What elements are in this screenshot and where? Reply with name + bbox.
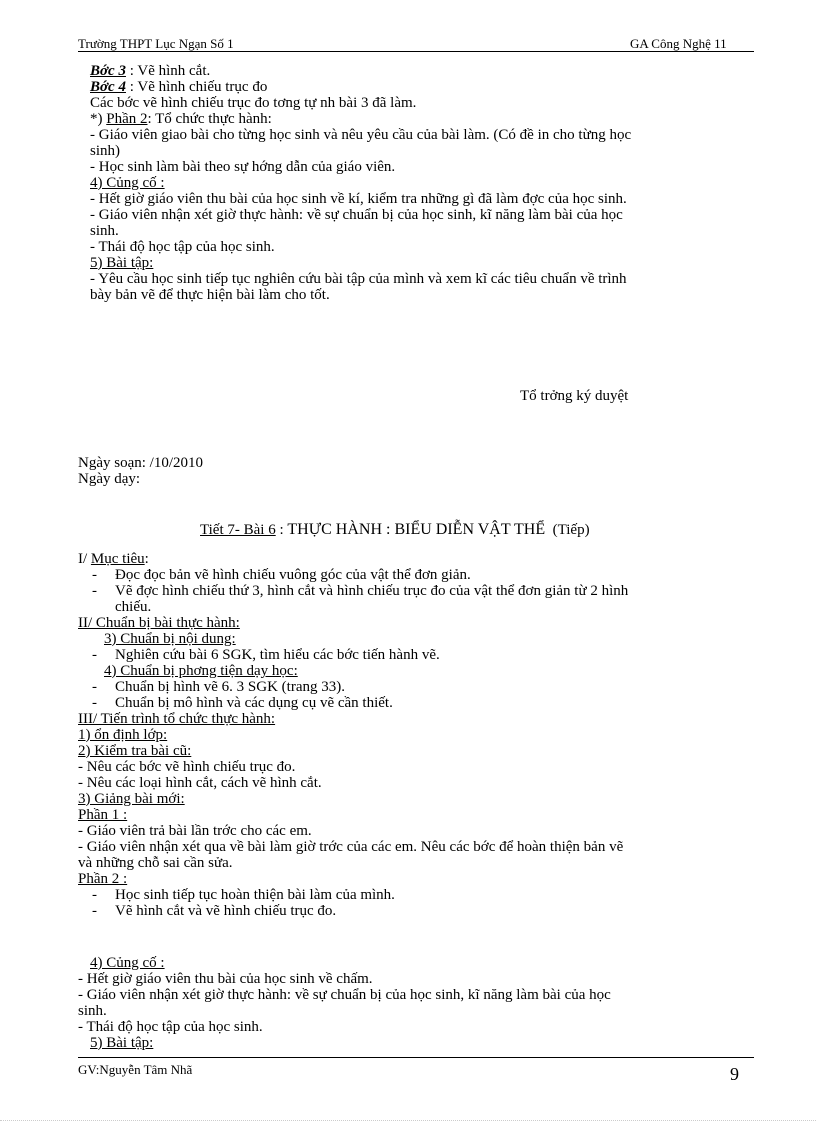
bullet-dash: - — [92, 903, 97, 919]
page-number: 9 — [730, 1064, 739, 1084]
date-prepared: Ngày soạn: /10/2010 — [78, 455, 203, 471]
bullet-dash: - — [92, 647, 97, 663]
section-1-label: Mục tiêu — [90, 551, 145, 567]
consolidation-heading: 4) Củng cố : — [90, 175, 165, 191]
bullet-dash: - — [92, 567, 97, 583]
text-line: Các bớc vẽ hình chiếu trục đo tơng tự nh bài 3 đã làm. — [90, 95, 417, 111]
list-item: Vẽ hình cắt và vẽ hình chiếu trục đo. — [115, 903, 337, 919]
text-line: và những chỗ sai cần sửa. — [78, 855, 233, 871]
bullet-dash: - — [92, 679, 97, 695]
step-4-label: Bớc 4 — [90, 79, 126, 95]
list-item: Học sinh tiếp tục hoàn thiện bài làm của mình. — [115, 887, 395, 903]
step-2-heading: 2) Kiểm tra bài cũ: — [78, 743, 192, 759]
lesson-number: Tiết 7- Bài 6 — [200, 522, 276, 538]
text-line: - Yêu cầu học sinh tiếp tục nghiên cứu bài tập của mình và xem kĩ các tiêu chuẩn về trình — [90, 271, 627, 287]
text-line: - Giáo viên nhận xét qua về bài làm giờ trớc của các em. Nêu các bớc để hoàn thiện bản vẽ — [78, 839, 624, 855]
list-item: Vẽ đợc hình chiếu thứ 3, hình cắt và hình chiếu trục đo của vật thể đơn giản từ 2 hình — [115, 583, 629, 599]
section-3-heading: III/ Tiến trình tổ chức thực hành: — [78, 711, 276, 727]
header-subject: GA Công Nghệ 11 — [630, 36, 727, 51]
part-2-text: : Tổ chức thực hành: — [147, 111, 272, 127]
part-1-heading: Phần 1 : — [78, 807, 128, 823]
list-item: Chuẩn bị mô hình và các dụng cụ vẽ cần thiết. — [115, 695, 393, 711]
homework-heading-2: 5) Bài tập: — [90, 1035, 154, 1051]
text-line: - Nêu các bớc vẽ hình chiếu trục đo. — [78, 759, 296, 775]
header-rule — [78, 51, 754, 52]
part-2-heading: Phần 2 : — [78, 871, 128, 887]
text-line: - Thái độ học tập của học sinh. — [78, 1019, 263, 1035]
step-1-heading: 1) ổn định lớp: — [78, 727, 168, 743]
text-line: sinh. — [78, 1003, 107, 1019]
bullet-dash: - — [92, 695, 97, 711]
step-3-label: Bớc 3 — [90, 63, 126, 79]
title-sep: : — [275, 522, 288, 538]
lesson-title — [200, 521, 590, 539]
list-item: Chuẩn bị hình vẽ 6. 3 SGK (trang 33). — [115, 679, 345, 695]
bullet-dash: - — [92, 887, 97, 903]
text-line: - Học sinh làm bài theo sự hớng dẫn của giáo viên. — [90, 159, 396, 175]
lesson-main-title: THỰC HÀNH : BIỂU DIỄN VẬT THỂ — [287, 521, 546, 538]
approval-text: Tổ trởng ký duyệt — [520, 388, 629, 404]
page-bottom-dots — [0, 1120, 816, 1121]
list-item: Đọc đọc bản vẽ hình chiếu vuông góc của vật thể đơn giản. — [115, 567, 471, 583]
step-4-line — [90, 79, 267, 95]
section-1-heading — [78, 551, 149, 567]
lesson-suffix: (Tiếp) — [552, 522, 590, 538]
step-3-line — [90, 63, 210, 79]
text-line: - Giáo viên trả bài lần trớc cho các em. — [78, 823, 312, 839]
step-3-text: : Vẽ hình cắt. — [125, 63, 211, 79]
header-school: Trường THPT Lục Ngạn Số 1 — [78, 36, 234, 51]
step-3-heading: 3) Giảng bài mới: — [78, 791, 185, 807]
text-line: bày bản vẽ để thực hiện bài làm cho tốt. — [90, 287, 330, 303]
part-2-label: Phần 2 — [106, 111, 148, 127]
footer-rule — [78, 1057, 754, 1058]
text-line: - Giáo viên nhận xét giờ thực hành: về sự chuẩn bị của học sinh, kĩ năng làm bài của học — [90, 207, 623, 223]
text-line: - Giáo viên nhận xét giờ thực hành: về sự chuẩn bị của học sinh, kĩ năng làm bài của học — [78, 987, 611, 1003]
homework-heading: 5) Bài tập: — [90, 255, 154, 271]
section-2-sub-2: 4) Chuẩn bị phơng tiện dạy học: — [104, 663, 298, 679]
text-line: sinh) — [90, 143, 120, 159]
section-1-prefix: I/ — [78, 551, 91, 567]
text-line: - Thái độ học tập của học sinh. — [90, 239, 275, 255]
step-4-text: : Vẽ hình chiếu trục đo — [125, 79, 268, 95]
text-line: - Hết giờ giáo viên thu bài của học sinh về kí, kiểm tra những gì đã làm đợc của học sinh. — [90, 191, 627, 207]
part-2-prefix: *) — [90, 111, 107, 127]
section-2-heading: II/ Chuẩn bị bài thực hành: — [78, 615, 240, 631]
section-1-colon: : — [144, 551, 149, 567]
section-2-sub-1: 3) Chuẩn bị nội dung: — [104, 631, 236, 647]
date-taught: Ngày dạy: — [78, 471, 141, 487]
footer-author: GV:Nguyễn Tâm Nhã — [78, 1062, 193, 1077]
bullet-dash: - — [92, 583, 97, 599]
part-2-line — [90, 111, 272, 127]
list-item-cont: chiếu. — [115, 599, 152, 615]
consolidation-heading-2: 4) Củng cố : — [90, 955, 165, 971]
text-line: - Hết giờ giáo viên thu bài của học sinh về chấm. — [78, 971, 373, 987]
text-line: - Nêu các loại hình cắt, cách vẽ hình cắt. — [78, 775, 322, 791]
list-item: Nghiên cứu bài 6 SGK, tìm hiểu các bớc tiến hành vẽ. — [115, 647, 440, 663]
text-line: sinh. — [90, 223, 119, 239]
text-line: - Giáo viên giao bài cho từng học sinh và nêu yêu cầu của bài làm. (Có đề in cho từng học — [90, 127, 632, 143]
